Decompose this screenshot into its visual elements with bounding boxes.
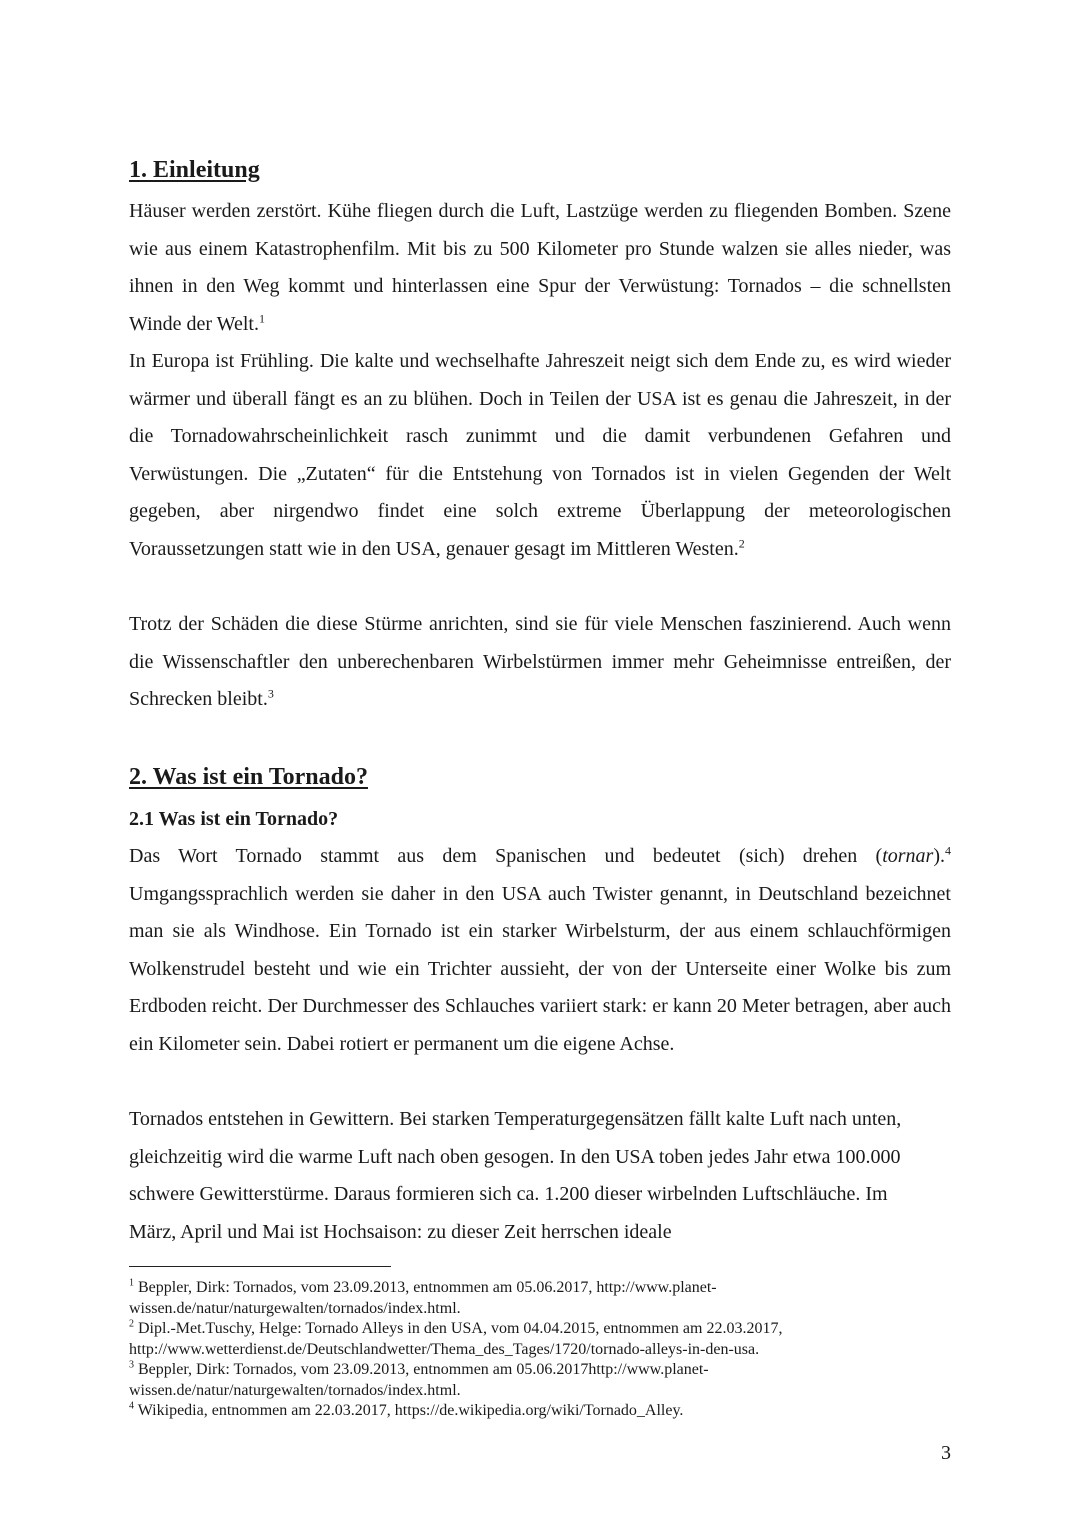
footnote-ref-3[interactable]: 3 <box>267 686 274 701</box>
paragraph-tornado-2: Tornados entstehen in Gewittern. Bei starken Temperaturgegensätzen fällt kalte Luft nach unten, gleichzeitig wird die warme Luft nach oben gesogen. In den USA toben jedes Jahr etwa 100.000 schwere Gewitterstürme. Daraus formieren sich ca. 1.200 dieser wirbelnden Luftschläuche. Im März, April und Mai ist Hochsaison: zu dieser Zeit herrschen ideale <box>129 1108 902 1243</box>
subheading-2-1: 2.1 Was ist ein Tornado? <box>129 808 339 830</box>
footnote-divider <box>129 1266 391 1267</box>
heading-einleitung: 1. Einleitung <box>129 157 260 183</box>
footnotes <box>129 1278 951 1422</box>
page-number: 3 <box>941 1442 951 1464</box>
paragraph-intro-3: Trotz der Schäden die diese Stürme anrichten, sind sie für viele Menschen faszinierend. Auch wenn die Wissenschaftler den unberechenbaren Wirbelstürmen immer mehr Geheimnisse entreißen, der Schrecken bleibt.$^3$ <box>129 613 951 711</box>
footnote-2: $^2$ Dipl.-Met.Tuschy, Helge: Tornado Alleys in den USA, vom 04.04.2015, entnommen am 22.03.2017, http://www.wetterdienst.de/Deutschlandwetter/Thema_des_Tages/1720/tornado-alleys-in-den-usa. <box>129 1318 783 1358</box>
paragraph-tornado-1: Das Wort Tornado stammt aus dem Spanischen und bedeutet (sich) drehen (tornar).$^4$ Umgangssprachlich werden sie daher in den USA auch Twister genannt, in Deutschland bezeichnet man sie als Windhose. Ein Tornado ist ein starker Wirbelsturm, der aus einem schlauchförmigen Wolkenstrudel besteht und wie ein Trichter aussieht, der von der Unterseite einer Wolke bis zum Erdboden reicht. Der Durchmesser des Schlauches variiert stark: er kann 20 Meter betragen, aber auch ein Kilometer sein. Dabei rotiert er permanent um die eigene Achse. <box>129 843 951 1055</box>
heading-was-ist-ein-tornado: 2. Was ist ein Tornado? <box>129 764 368 790</box>
footnote-ref-1[interactable]: 1 <box>258 311 265 326</box>
footnote-1: $^1$ Beppler, Dirk: Tornados, vom 23.09.2013, entnommen am 05.06.2017, http://www.planet-wissen.de/natur/naturgewalten/tornados/index.html. <box>129 1277 717 1317</box>
footnote-ref-2[interactable]: 2 <box>738 536 745 551</box>
footnote-3: $^3$ Beppler, Dirk: Tornados, vom 23.09.2013, entnommen am 05.06.2017http://www.planet-wissen.de/natur/naturgewalten/tornados/index.html. <box>129 1359 709 1399</box>
paragraph-intro-1: Häuser werden zerstört. Kühe fliegen durch die Luft, Lastzüge werden zu fliegenden Bomben. Szene wie aus einem Katastrophenfilm. Mit bis zu 500 Kilometer pro Stunde walzen sie alles nieder, was ihnen in den Weg kommt und hinterlassen eine Spur der Verwüstung: Tornados – die schnellsten Winde der Welt.$^1$ <box>129 200 951 335</box>
paragraph-intro-2: In Europa ist Frühling. Die kalte und wechselhafte Jahreszeit neigt sich dem Ende zu, es wird wieder wärmer und überall fängt es an zu blühen. Doch in Teilen der USA ist es genau die Jahreszeit, in der die Tornadowahrscheinlichkeit rasch zunimmt und die damit verbundenen Gefahren und Verwüstungen. Die „Zutaten“ für die Entstehung von Tornados ist in vielen Gegenden der Welt gegeben, aber nirgendwo findet eine solch extreme Überlappung der meteorologischen Voraussetzungen statt wie in den USA, genauer gesagt im Mittleren Westen.$^2$ <box>129 350 951 560</box>
footnote-ref-4[interactable]: 4 <box>945 843 951 858</box>
footnote-4: $^4$ Wikipedia, entnommen am 22.03.2017, https://de.wikipedia.org/wiki/Tornado_Alley. <box>129 1400 684 1419</box>
